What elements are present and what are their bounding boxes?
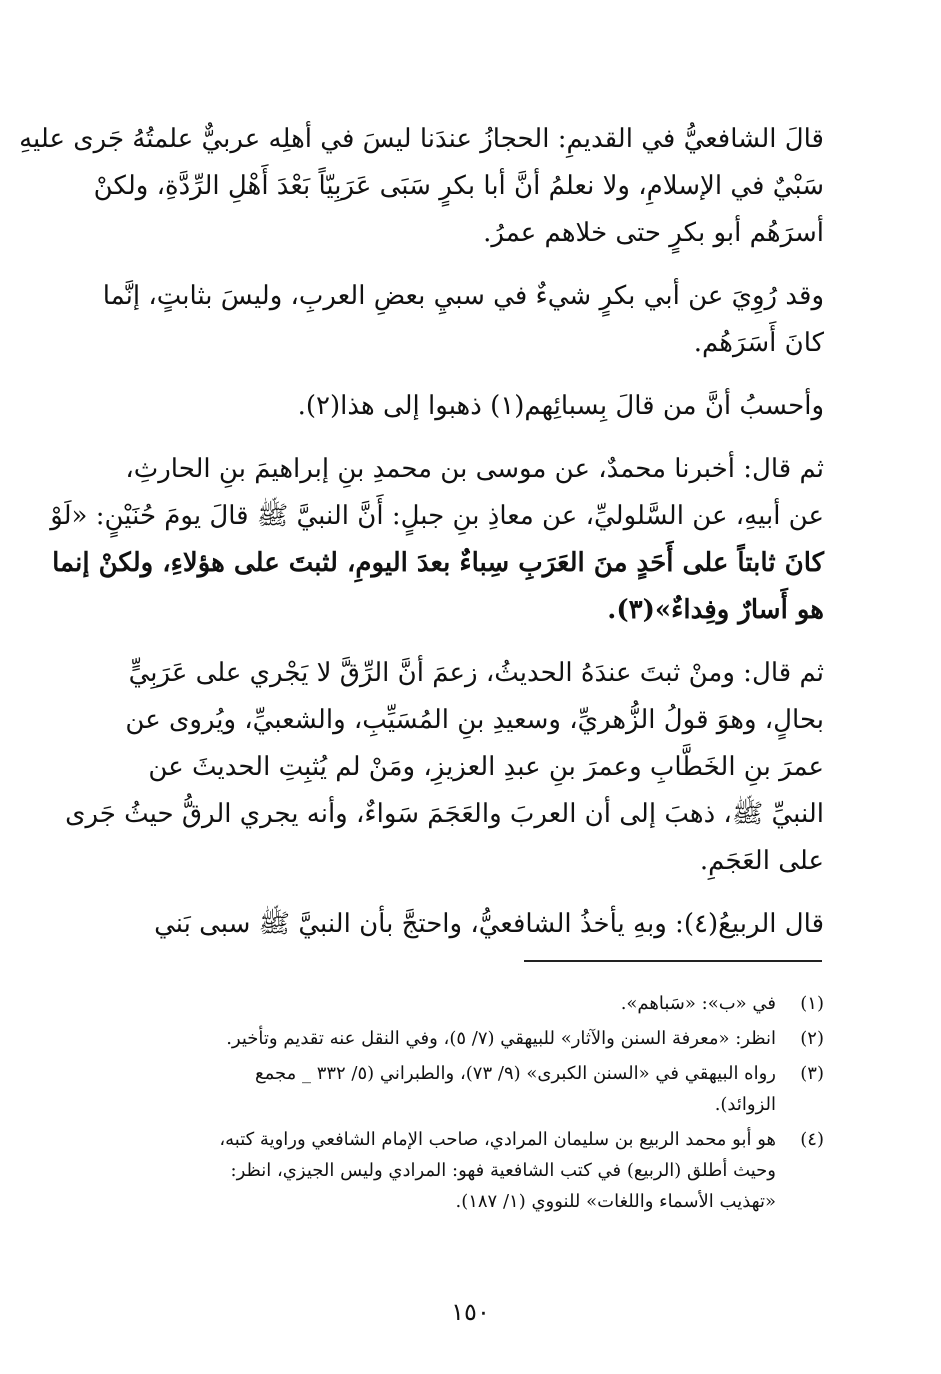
main-text (19, 116, 824, 964)
footnote-separator (524, 960, 822, 962)
text-line: سَبْيٌ في الإسلامِ، ولا نعلمُ أنَّ أبا بكرٍ سَبَى عَرَبِيّاً بَعْدَ أَهْلِ الرِّدَّةِ، ولكنْ (93, 171, 824, 201)
paragraph-6 (100, 901, 824, 948)
paragraph-2 (100, 273, 824, 367)
text-line: بحالٍ، وهوَ قولُ الزُّهريِّ، وسعيدِ بنِ المُسَيِّبِ، والشعبيِّ، ويُروى عن (125, 705, 824, 735)
text-line: كانَ أَسَرَهُم. (693, 328, 824, 358)
page-number: ١٥٠ (451, 1298, 490, 1326)
footnote-number: (٣) (800, 1063, 824, 1084)
text-line: النبيِّ ﷺ، ذهبَ إلى أن العربَ والعَجَمَ سَواءٌ، وأنه يجري الرقُّ حيثُ جَرى (65, 799, 824, 829)
footnote-text: في «ب»: «سَباهم». (620, 993, 776, 1014)
paragraph-1 (19, 116, 824, 257)
text-line: وأحسبُ أنَّ من قالَ بِسبائِهم(١) ذهبوا إلى هذا(٢). (297, 391, 824, 421)
paragraph-5 (65, 650, 824, 885)
paragraph-4 (50, 446, 824, 634)
footnote-text: هو أبو محمد الربيع بن سليمان المرادي، صاحب الإمام الشافعي وراوية كتبه، وحيث أطلق (الربيع) في كتب الشافعية فهو: المرادي وليس الجيزي، انظر: «تهذيب الأسماء واللغات» للنووي (١/ ١٨٧). (219, 1129, 776, 1212)
footnote-3 (100, 1058, 824, 1120)
footnote-number: (٢) (800, 1028, 824, 1049)
footnote-4 (100, 1124, 824, 1217)
text-line: قالَ الشافعيُّ في القديمِ: الحجازُ عندَنا ليسَ في أهلِه عربيٌّ علمتُهُ جَرى عليهِ (19, 124, 824, 154)
footnote-text: انظر: «معرفة السنن والآثار» للبيهقي (٧/ ٥)، وفي النقل عنه تقديم وتأخير. (226, 1028, 776, 1049)
text-line: أسرَهُم أبو بكرٍ حتى خلاهم عمرُ. (483, 218, 824, 248)
text-line: ثم قال: ومنْ ثبتَ عندَهُ الحديثُ، زعمَ أنَّ الرِّقَّ لا يَجْري على عَرَبِيٍّ (128, 658, 824, 688)
paragraph-3 (100, 383, 824, 430)
footnote-1 (100, 988, 824, 1019)
footnote-2 (100, 1023, 824, 1054)
footnote-number: (٤) (800, 1129, 824, 1150)
footnote-text: رواه البيهقي في «السنن الكبرى» (٩/ ٧٣)، والطبراني (٥/ ٣٣٢ _ مجمع الزوائد). (254, 1063, 776, 1115)
text-line: قال الربيعُ(٤): وبهِ يأخذُ الشافعيُّ، واحتجَّ بأن النبيَّ ﷺ سبى بَني (154, 909, 824, 939)
hadith-line: هو أَسارٌ وفِداءٌ»(٣). (607, 595, 824, 625)
text-line: عن أبيهِ، عن السَّلوليِّ، عن معاذِ بنِ جبلٍ: أَنَّ النبيَّ ﷺ قالَ يومَ حُنَيْنٍ: «لَوْ (50, 501, 824, 531)
text-line: عمرَ بنِ الخَطَّابِ وعمرَ بنِ عبدِ العزيزِ، ومَنْ لم يُثبِتِ الحديثَ عن (148, 752, 824, 782)
hadith-line: كانَ ثابتاً على أَحَدٍ منَ العَرَبِ سِباءٌ بعدَ اليومِ، لثبتَ على هؤلاءِ، ولكنْ إنما (52, 548, 824, 578)
text-line: وقد رُوِيَ عن أبي بكرٍ شيءٌ في سبيِ بعضِ العربِ، وليسَ بثابتٍ، إنَّما (102, 281, 824, 311)
footnotes (100, 988, 824, 1221)
text-line: على العَجَمِ. (699, 846, 824, 876)
text-line: ثم قال: أخبرنا محمدٌ، عن موسى بن محمدِ بنِ إبراهيمَ بنِ الحارثِ، (125, 454, 824, 484)
footnote-number: (١) (800, 993, 824, 1014)
